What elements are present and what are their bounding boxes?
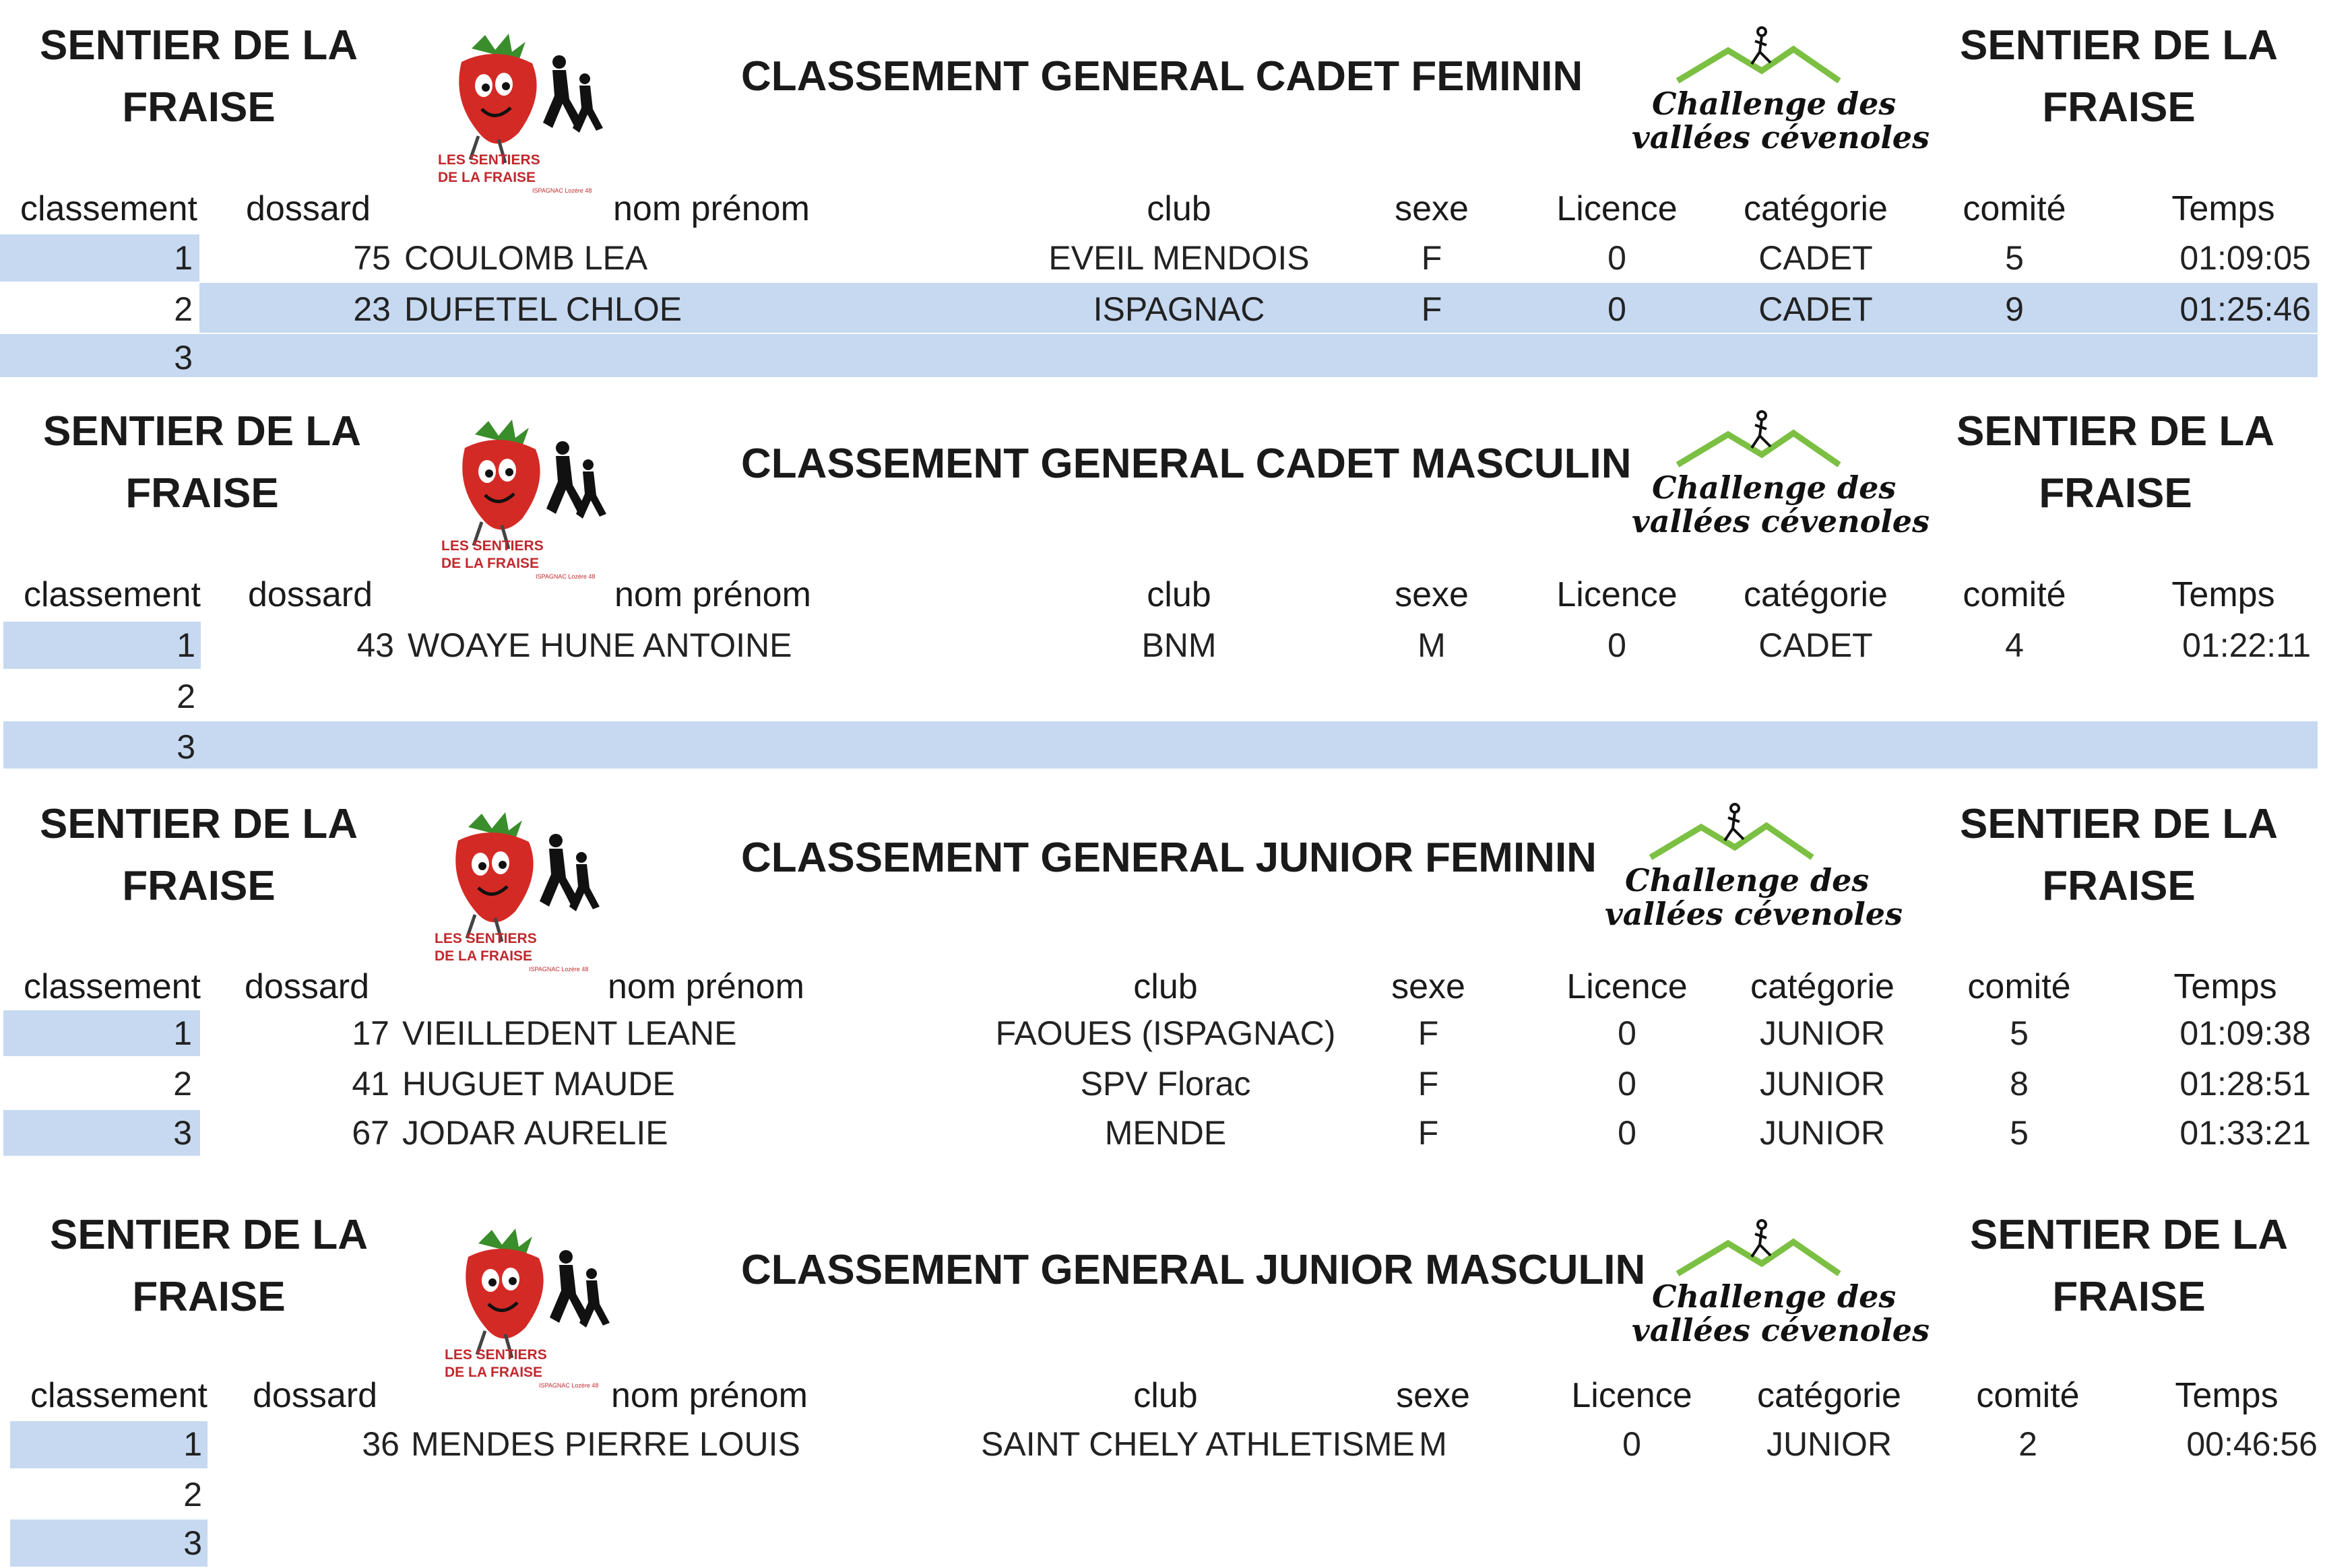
- categorie-cell: JUNIOR: [1759, 1014, 1886, 1052]
- challenge-line1: Challenge des: [1652, 469, 1897, 506]
- challenge-line2: vallées cévenoles: [1632, 1312, 1930, 1348]
- col-header-dossard: dossard: [253, 1376, 377, 1415]
- club-cell: SAINT CHELY ATHLETISME: [981, 1425, 1415, 1463]
- comite-cell: 9: [2005, 290, 2024, 328]
- temps-cell: 01:22:11: [2182, 626, 2311, 664]
- runner-icon: [1752, 1220, 1771, 1257]
- sexe-cell: F: [1421, 290, 1442, 328]
- name-cell: HUGUET MAUDE: [402, 1065, 675, 1103]
- event-name-line1: SENTIER DE LA: [1960, 801, 2278, 847]
- licence-cell: 0: [1607, 290, 1626, 328]
- challenge-line1: Challenge des: [1625, 862, 1870, 899]
- col-header-club: club: [1147, 575, 1211, 614]
- challenge-logo: [1617, 407, 1930, 542]
- strawberry-icon: [459, 34, 536, 163]
- event-name-line2: FRAISE: [2039, 470, 2192, 517]
- comite-cell: 5: [2005, 239, 2024, 277]
- event-name-right: [1957, 1204, 2301, 1328]
- col-header-classement: classement: [30, 1376, 208, 1415]
- comite-cell: 5: [2010, 1014, 2029, 1052]
- col-header-nom-prenom: nom prénom: [613, 189, 810, 228]
- strawberry-logo: [431, 22, 606, 197]
- name-cell: DUFETEL CHLOE: [404, 290, 682, 328]
- col-header-sexe: sexe: [1391, 967, 1465, 1006]
- logo-text-line1: LES SENTIERS: [445, 1347, 547, 1363]
- rank-cell: 2: [173, 1065, 192, 1103]
- event-name-right: [1947, 15, 2291, 139]
- event-name-line1: SENTIER DE LA: [40, 22, 358, 69]
- event-name-line2: FRAISE: [122, 84, 276, 131]
- col-header-nom-prenom: nom prénom: [608, 967, 804, 1006]
- col-header-categorie: catégorie: [1757, 1376, 1901, 1415]
- col-header-sexe: sexe: [1395, 575, 1469, 614]
- col-header-categorie: catégorie: [1750, 967, 1894, 1006]
- rank-cell: 1: [177, 626, 195, 664]
- challenge-line1: Challenge des: [1652, 86, 1897, 122]
- sexe-cell: M: [1418, 626, 1446, 664]
- strawberry-logo: [435, 407, 610, 583]
- name-cell: COULOMB LEA: [404, 239, 648, 277]
- comite-cell: 2: [2018, 1425, 2037, 1463]
- licence-cell: 0: [1618, 1014, 1636, 1052]
- col-header-classement: classement: [20, 189, 197, 228]
- name-cell: MENDES PIERRE LOUIS: [411, 1425, 800, 1463]
- event-name-left: [27, 793, 371, 917]
- col-header-licence: Licence: [1556, 575, 1678, 614]
- col-header-comite: comité: [1963, 189, 2066, 228]
- col-header-temps: Temps: [2171, 189, 2275, 228]
- col-header-categorie: catégorie: [1744, 575, 1888, 614]
- col-header-licence: Licence: [1571, 1376, 1692, 1415]
- temps-cell: 01:33:21: [2179, 1114, 2311, 1152]
- rank-cell: 1: [173, 1014, 192, 1052]
- runners-icon: [546, 441, 606, 519]
- col-header-comite: comité: [1976, 1376, 2080, 1415]
- comite-cell: 4: [2005, 626, 2024, 664]
- dossard-cell: 23: [353, 290, 391, 328]
- col-header-classement: classement: [24, 575, 201, 614]
- name-cell: JODAR AURELIE: [402, 1114, 668, 1152]
- logo-text-line2: DE LA FRAISE: [438, 170, 536, 185]
- rank-cell: 1: [183, 1425, 202, 1463]
- event-name-line2: FRAISE: [2042, 863, 2196, 909]
- rank-cell: 2: [177, 678, 195, 715]
- logo-text-line1: LES SENTIERS: [438, 152, 540, 168]
- col-header-licence: Licence: [1556, 189, 1678, 228]
- runners-icon: [543, 55, 603, 133]
- licence-cell: 0: [1607, 626, 1626, 664]
- club-cell: SPV Florac: [1080, 1065, 1251, 1103]
- sexe-cell: F: [1421, 239, 1442, 277]
- event-name-right: [1944, 401, 2287, 525]
- rank-cell: 3: [177, 728, 195, 766]
- col-header-nom-prenom: nom prénom: [614, 575, 811, 614]
- licence-cell: 0: [1607, 239, 1626, 277]
- runners-icon: [550, 1250, 610, 1328]
- event-name-left: [37, 1204, 381, 1328]
- rank-cell: 3: [183, 1524, 202, 1562]
- section-title: CLASSEMENT GENERAL JUNIOR FEMININ: [741, 835, 1597, 881]
- name-cell: VIEILLEDENT LEANE: [402, 1014, 737, 1052]
- logo-subtext: ISPAGNAC Lozère 48: [529, 966, 589, 973]
- event-name-line2: FRAISE: [2052, 1274, 2206, 1320]
- col-header-club: club: [1133, 967, 1198, 1006]
- temps-cell: 00:46:56: [2186, 1425, 2318, 1463]
- col-header-club: club: [1147, 189, 1211, 228]
- col-header-temps: Temps: [2173, 967, 2277, 1006]
- runner-icon: [1752, 28, 1771, 64]
- strawberry-logo: [428, 800, 603, 975]
- col-header-temps: Temps: [2171, 575, 2275, 614]
- temps-cell: 01:28:51: [2179, 1065, 2311, 1103]
- highlight-band: [0, 334, 2318, 377]
- col-header-comite: comité: [1963, 575, 2066, 614]
- name-cell: WOAYE HUNE ANTOINE: [408, 626, 792, 664]
- event-name-line2: FRAISE: [125, 470, 279, 517]
- col-header-classement: classement: [24, 967, 201, 1006]
- licence-cell: 0: [1618, 1114, 1636, 1152]
- categorie-cell: CADET: [1758, 290, 1873, 328]
- logo-subtext: ISPAGNAC Lozère 48: [536, 573, 596, 580]
- dossard-cell: 67: [352, 1114, 389, 1152]
- event-name-line1: SENTIER DE LA: [40, 801, 358, 847]
- licence-cell: 0: [1622, 1425, 1641, 1463]
- dossard-cell: 75: [353, 239, 391, 277]
- club-cell: EVEIL MENDOIS: [1048, 239, 1310, 277]
- event-name-line2: FRAISE: [122, 863, 276, 909]
- section-title: CLASSEMENT GENERAL JUNIOR MASCULIN: [741, 1247, 1646, 1293]
- categorie-cell: JUNIOR: [1759, 1114, 1886, 1152]
- club-cell: MENDE: [1104, 1114, 1227, 1152]
- event-name-line2: FRAISE: [132, 1274, 286, 1320]
- dossard-cell: 17: [352, 1014, 389, 1052]
- challenge-logo: [1617, 1216, 1930, 1351]
- sexe-cell: F: [1418, 1014, 1439, 1052]
- logo-text-line1: LES SENTIERS: [441, 538, 544, 554]
- categorie-cell: JUNIOR: [1766, 1425, 1892, 1463]
- runner-icon: [1752, 412, 1771, 448]
- logo-text-line2: DE LA FRAISE: [435, 948, 533, 964]
- strawberry-logo: [438, 1216, 613, 1392]
- club-cell-clip: [981, 1425, 1415, 1468]
- section-title: CLASSEMENT GENERAL CADET MASCULIN: [741, 440, 1632, 487]
- logo-text-line2: DE LA FRAISE: [441, 556, 540, 571]
- col-header-licence: Licence: [1566, 967, 1688, 1006]
- col-header-dossard: dossard: [246, 189, 371, 228]
- event-name-line2: FRAISE: [2042, 84, 2196, 131]
- challenge-logo: [1590, 800, 1903, 935]
- challenge-line2: vallées cévenoles: [1632, 503, 1930, 540]
- club-cell: FAOUES (ISPAGNAC): [995, 1014, 1336, 1052]
- dossard-cell: 41: [352, 1065, 389, 1103]
- col-header-club: club: [1133, 1376, 1198, 1415]
- col-header-temps: Temps: [2175, 1376, 2279, 1415]
- comite-cell: 8: [2010, 1065, 2029, 1103]
- challenge-logo: [1617, 24, 1930, 158]
- club-cell: BNM: [1141, 626, 1217, 664]
- runner-icon: [1725, 804, 1744, 841]
- logo-subtext: ISPAGNAC Lozère 48: [532, 187, 592, 194]
- section-title: CLASSEMENT GENERAL CADET FEMININ: [741, 53, 1583, 100]
- strawberry-icon: [466, 1229, 543, 1358]
- categorie-cell: JUNIOR: [1759, 1065, 1886, 1103]
- rank-cell: 2: [174, 290, 193, 328]
- challenge-line1: Challenge des: [1652, 1278, 1897, 1315]
- col-header-comite: comité: [1967, 967, 2071, 1006]
- runners-icon: [540, 834, 600, 911]
- col-header-dossard: dossard: [248, 575, 373, 614]
- col-header-nom-prenom: nom prénom: [611, 1376, 808, 1415]
- event-name-line1: SENTIER DE LA: [1960, 22, 2278, 69]
- logo-text-line1: LES SENTIERS: [435, 931, 537, 946]
- col-header-dossard: dossard: [245, 967, 369, 1006]
- temps-cell: 01:09:05: [2179, 239, 2311, 277]
- rank-cell: 1: [174, 239, 193, 277]
- categorie-cell: CADET: [1758, 239, 1873, 277]
- logo-subtext: ISPAGNAC Lozère 48: [539, 1382, 599, 1389]
- event-name-line1: SENTIER DE LA: [43, 408, 361, 455]
- event-name-line1: SENTIER DE LA: [1970, 1212, 2288, 1258]
- rank-cell: 3: [173, 1114, 192, 1152]
- event-name-line1: SENTIER DE LA: [50, 1212, 368, 1258]
- challenge-line2: vallées cévenoles: [1605, 896, 1903, 932]
- club-cell: ISPAGNAC: [1093, 290, 1265, 328]
- temps-cell: 01:25:46: [2179, 290, 2311, 328]
- strawberry-icon: [462, 420, 540, 549]
- event-name-line1: SENTIER DE LA: [1956, 408, 2274, 455]
- event-name-left: [27, 15, 371, 139]
- event-name-left: [30, 401, 374, 525]
- temps-cell: 01:09:38: [2179, 1014, 2311, 1052]
- highlight-band: [3, 721, 2318, 769]
- licence-cell: 0: [1618, 1065, 1636, 1103]
- dossard-cell: 36: [362, 1425, 400, 1463]
- col-header-categorie: catégorie: [1744, 189, 1888, 228]
- rank-cell: 2: [183, 1476, 202, 1513]
- comite-cell: 5: [2010, 1114, 2029, 1152]
- rank-cell: 3: [174, 339, 193, 377]
- strawberry-icon: [455, 812, 533, 942]
- col-header-sexe: sexe: [1396, 1376, 1470, 1415]
- logo-text-line2: DE LA FRAISE: [445, 1365, 543, 1380]
- categorie-cell: CADET: [1758, 626, 1873, 664]
- sexe-cell: M: [1419, 1425, 1447, 1463]
- event-name-right: [1947, 793, 2291, 917]
- challenge-line2: vallées cévenoles: [1632, 119, 1930, 156]
- col-header-sexe: sexe: [1395, 189, 1469, 228]
- sexe-cell: F: [1418, 1114, 1439, 1152]
- dossard-cell: 43: [356, 626, 394, 664]
- sexe-cell: F: [1418, 1065, 1439, 1103]
